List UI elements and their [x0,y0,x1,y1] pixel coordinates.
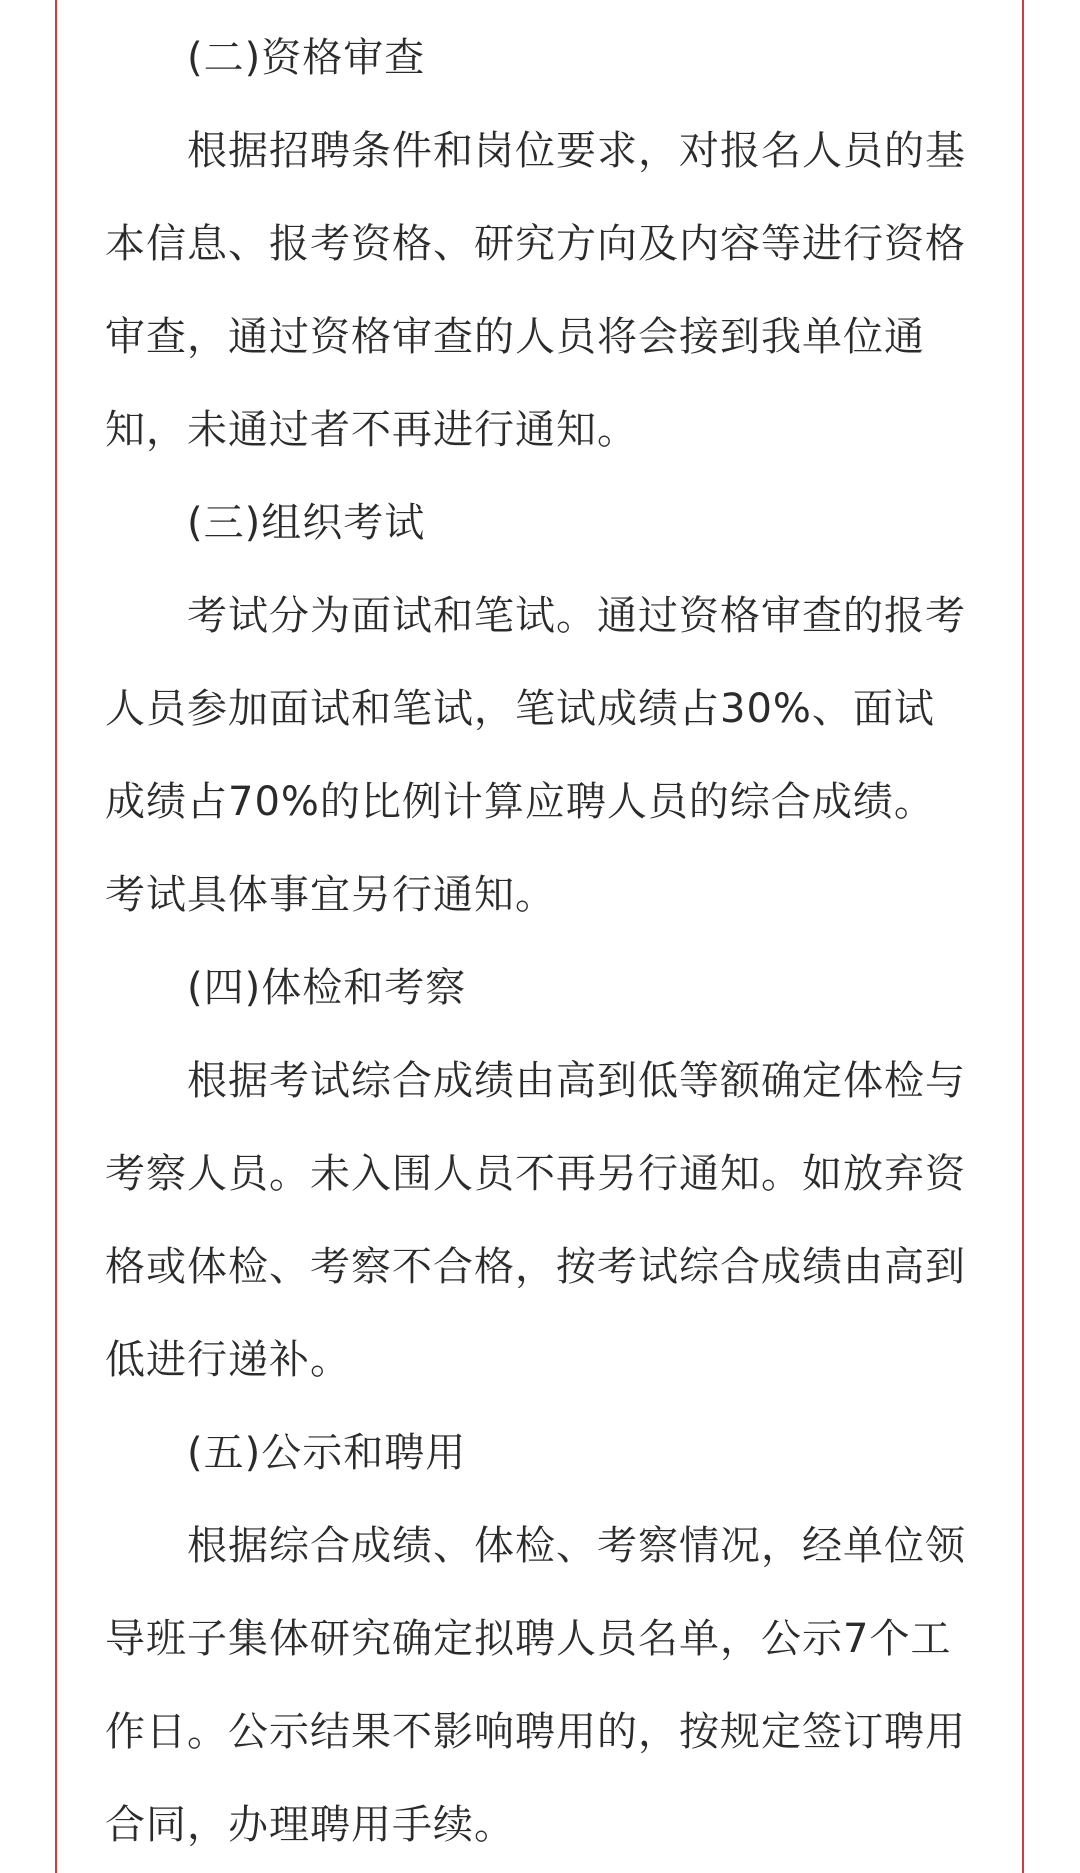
section-heading-organize-exam: (三)组织考试 [187,500,426,546]
section-heading-publicity-hiring: (五)公示和聘用 [187,1430,467,1476]
section-body-publicity-hiring: 根据综合成绩、体检、考察情况，经单位领导班子集体研究确定拟聘人员名单，公示7个工作日。公示结果不影响聘用的，按规定签订聘用合同，办理聘用手续。 [105,1523,966,1848]
section-body-medical-inspection: 根据考试综合成绩由高到低等额确定体检与考察人员。未入围人员不再另行通知。如放弃资格或体检、考察不合格，按考试综合成绩由高到低进行递补。 [105,1058,966,1383]
document-body [105,12,975,1872]
section-body-qualification-review: 根据招聘条件和岗位要求，对报名人员的基本信息、报考资格、研究方向及内容等进行资格审查，通过资格审查的人员将会接到我单位通知，未通过者不再进行通知。 [105,128,966,453]
section-heading-qualification-review: (二)资格审查 [187,35,426,81]
section-body-organize-exam: 考试分为面试和笔试。通过资格审查的报考人员参加面试和笔试，笔试成绩占30%、面试成绩占70%的比例计算应聘人员的综合成绩。考试具体事宜另行通知。 [105,593,966,918]
section-heading-medical-inspection: (四)体检和考察 [187,965,467,1011]
